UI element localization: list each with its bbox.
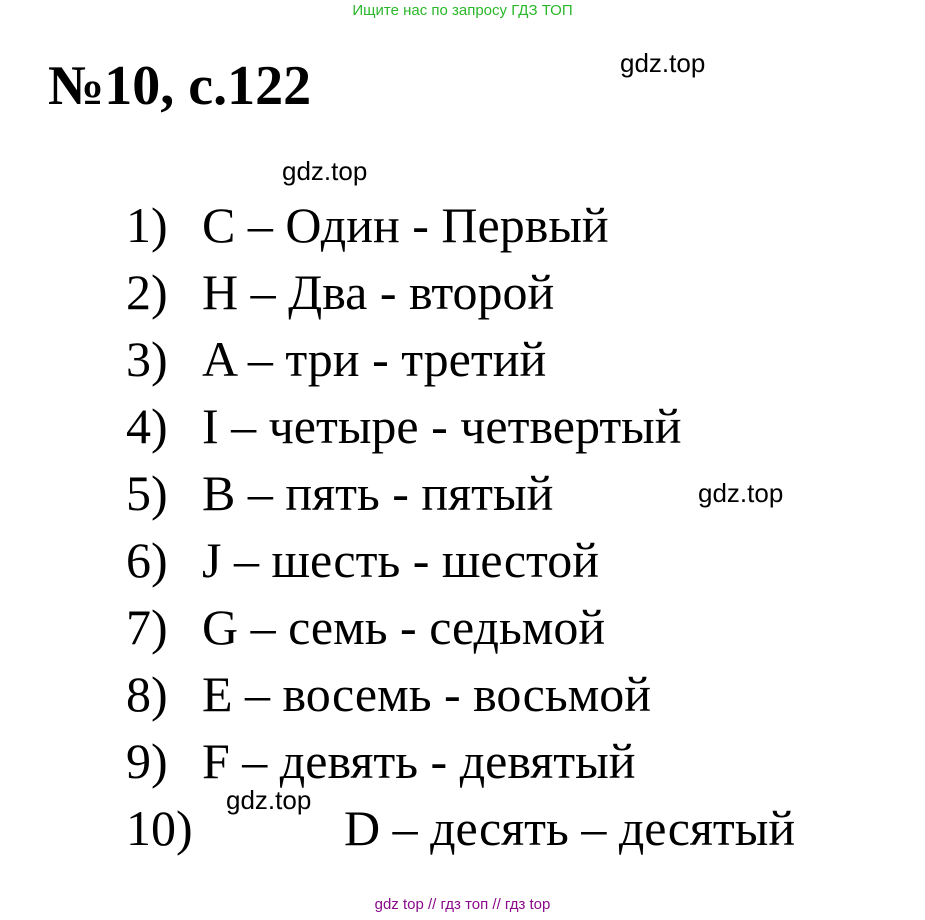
- item-number: 7): [126, 599, 168, 655]
- watermark: gdz.top: [620, 48, 706, 78]
- item-number: 6): [126, 532, 168, 588]
- item-text: D – десять – десятый: [344, 800, 796, 856]
- header-note: Ищите нас по запросу ГДЗ ТОП: [352, 2, 573, 19]
- item-number: 10): [126, 800, 193, 856]
- item-text: G – семь - седьмой: [202, 599, 606, 655]
- item-text: C – Один - Первый: [202, 197, 609, 253]
- item-number: 2): [126, 264, 168, 320]
- item-number: 8): [126, 666, 168, 722]
- watermark: gdz.top: [226, 785, 312, 815]
- item-number: 4): [126, 398, 168, 454]
- item-text: H – Два - второй: [202, 264, 555, 320]
- page-title: №10, с.122: [48, 55, 312, 117]
- footer-note: gdz top // гдз топ // гдз top: [374, 896, 551, 913]
- item-text: F – девять - девятый: [202, 733, 636, 789]
- item-number: 9): [126, 733, 168, 789]
- item-text: J – шесть - шестой: [202, 532, 599, 588]
- watermark: gdz.top: [698, 478, 784, 508]
- item-text: A – три - третий: [202, 331, 547, 387]
- item-number: 1): [126, 197, 168, 253]
- item-text: E – восемь - восьмой: [202, 666, 652, 722]
- item-text: I – четыре - четвертый: [202, 398, 682, 454]
- watermark: gdz.top: [282, 156, 368, 186]
- item-text: B – пять - пятый: [202, 465, 554, 521]
- item-number: 5): [126, 465, 168, 521]
- item-number: 3): [126, 331, 168, 387]
